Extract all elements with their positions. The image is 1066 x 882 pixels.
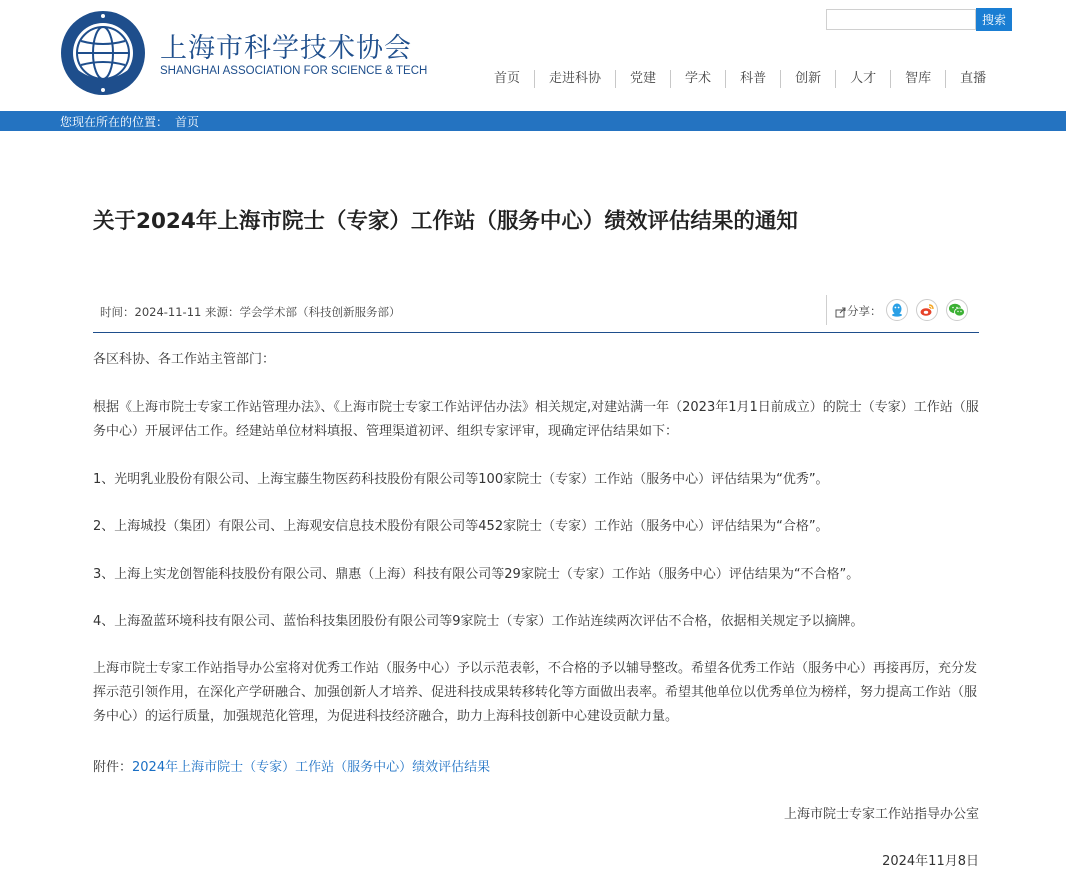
search-input[interactable] xyxy=(826,9,976,30)
site-title: 上海市科学技术协会 xyxy=(160,33,412,64)
result-item: 2、上海城投（集团）有限公司、上海观安信息技术股份有限公司等452家院士（专家）工作站（服务中心）评估结果为“合格”。 xyxy=(93,519,829,534)
main-nav xyxy=(480,68,1000,90)
site-header xyxy=(0,0,1066,110)
weibo-icon[interactable] xyxy=(916,299,938,321)
wechat-icon[interactable] xyxy=(946,299,968,321)
search-button[interactable]: 搜索 xyxy=(976,8,1012,31)
nav-item-live[interactable]: 直播 xyxy=(960,71,987,86)
breadcrumb-label: 您现在所在的位置： xyxy=(60,115,169,129)
nav-item-thinktank[interactable]: 智库 xyxy=(905,71,932,86)
result-item: 3、上海上实龙创智能科技股份有限公司、鼎惠（上海）科技有限公司等29家院士（专家）工作站（服务中心）评估结果为“不合格”。 xyxy=(93,567,860,582)
signature-date: 2024年11月8日 xyxy=(882,854,979,869)
site-subtitle: SHANGHAI ASSOCIATION FOR SCIENCE & TECH xyxy=(160,65,428,77)
nav-item-about[interactable]: 走进科协 xyxy=(549,71,602,86)
attachment-link[interactable]: 2024年上海市院士（专家）工作站（服务中心）绩效评估结果 xyxy=(132,760,491,775)
qq-icon[interactable] xyxy=(886,299,908,321)
nav-item-party[interactable]: 党建 xyxy=(630,71,657,86)
meta-divider xyxy=(826,295,827,325)
attachment-row xyxy=(93,756,979,780)
nav-item-popsci[interactable]: 科普 xyxy=(740,71,767,86)
attachment-label: 附件： xyxy=(93,760,133,775)
share-icon xyxy=(835,306,847,318)
nav-item-innovation[interactable]: 创新 xyxy=(795,71,822,86)
sast-emblem-icon[interactable] xyxy=(60,10,146,96)
signature-org: 上海市院士专家工作站指导办公室 xyxy=(783,807,979,822)
share-label: 分享： xyxy=(847,304,882,318)
breadcrumb-home-link[interactable]: 首页 xyxy=(175,115,200,129)
intro-paragraph: 根据《上海市院士专家工作站管理办法》、《上海市院士专家工作站评估办法》相关规定,对建站满一年（2023年1月1日前成立）的院士（专家）工作站（服务中心）开展评估工作。经建站单位材料填报、管理渠道初评、组织专家评审，现确定评估结果如下： xyxy=(93,400,979,439)
article-meta-row xyxy=(93,295,979,333)
closing-paragraph: 上海市院士专家工作站指导办公室将对优秀工作站（服务中心）予以示范表彰，不合格的予以辅导整改。希望各优秀工作站（服务中心）再接再厉，充分发挥示范引领作用，在深化产学研融合、加强创新人才培养、促进科技成果转移转化等方面做出表率。希望其他单位以优秀单位为榜样，努力提高工作站（服务中心）的运行质量，加强规范化管理，为促进科技经济融合，助力上海科技创新中心建设贡献力量。 xyxy=(93,661,978,724)
nav-item-home[interactable]: 首页 xyxy=(494,71,521,86)
nav-item-talent[interactable]: 人才 xyxy=(850,71,877,86)
article-title: 关于2024年上海市院士（专家）工作站（服务中心）绩效评估结果的通知 xyxy=(93,209,798,234)
article-meta: 时间：2024-11-11 来源：学会学术部（科技创新服务部） xyxy=(100,305,401,319)
nav-item-academic[interactable]: 学术 xyxy=(685,71,712,86)
result-item: 4、上海盈蓝环境科技有限公司、蓝怡科技集团股份有限公司等9家院士（专家）工作站连续两次评估不合格，依据相关规定予以摘牌。 xyxy=(93,614,864,629)
breadcrumb xyxy=(0,111,1066,131)
result-item: 1、光明乳业股份有限公司、上海宝藤生物医药科技股份有限公司等100家院士（专家）工作站（服务中心）评估结果为“优秀”。 xyxy=(93,472,829,487)
salutation: 各区科协、各工作站主管部门： xyxy=(93,352,276,367)
